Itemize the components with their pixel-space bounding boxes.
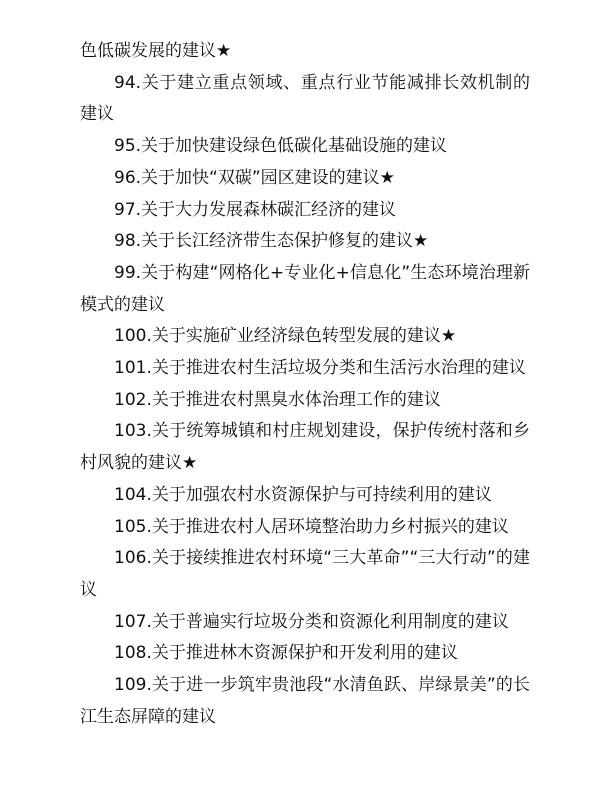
list-item-104: 104.关于加强农村水资源保护与可持续利用的建议 (114, 484, 492, 505)
list-item-99: 99.关于构建“网格化+专业化+信息化”生态环境治理新模式的建议 (80, 262, 530, 315)
list-item-continuation: 色低碳发展的建议★ (80, 41, 232, 61)
list-item-108: 108.关于推进林木资源保护和开发利用的建议 (114, 643, 458, 664)
list-item-107: 107.关于普遍实行垃圾分类和资源化利用制度的建议 (114, 611, 509, 632)
list-item-102: 102.关于推进农村黑臭水体治理工作的建议 (114, 389, 441, 410)
list-item-97: 97.关于大力发展森林碳汇经济的建议 (114, 199, 397, 220)
list-item-106: 106.关于接续推进农村环境“三大革命”“三大行动”的建议 (80, 548, 530, 600)
proposal-list (80, 36, 530, 733)
list-item-103: 103.关于统筹城镇和村庄规划建设，保护传统村落和乡村风貌的建议★ (80, 421, 530, 474)
list-item-100: 100.关于实施矿业经济绿色转型发展的建议★ (114, 326, 457, 347)
list-item-95: 95.关于加快建设绿色低碳化基础设施的建议 (114, 136, 448, 157)
list-item-105: 105.关于推进农村人居环境整治助力乡村振兴的建议 (114, 516, 509, 537)
list-item-98: 98.关于长江经济带生态保护修复的建议★ (114, 231, 429, 252)
list-item-94: 94.关于建立重点领域、重点行业节能减排长效机制的建议 (80, 72, 530, 125)
list-item-96: 96.关于加快“双碳”园区建设的建议★ (114, 167, 395, 188)
list-item-101: 101.关于推进农村生活垃圾分类和生活污水治理的建议 (114, 358, 526, 379)
list-item-109: 109.关于进一步筑牢贵池段“水清鱼跃、岸绿景美”的长江生态屏障的建议 (80, 675, 530, 727)
